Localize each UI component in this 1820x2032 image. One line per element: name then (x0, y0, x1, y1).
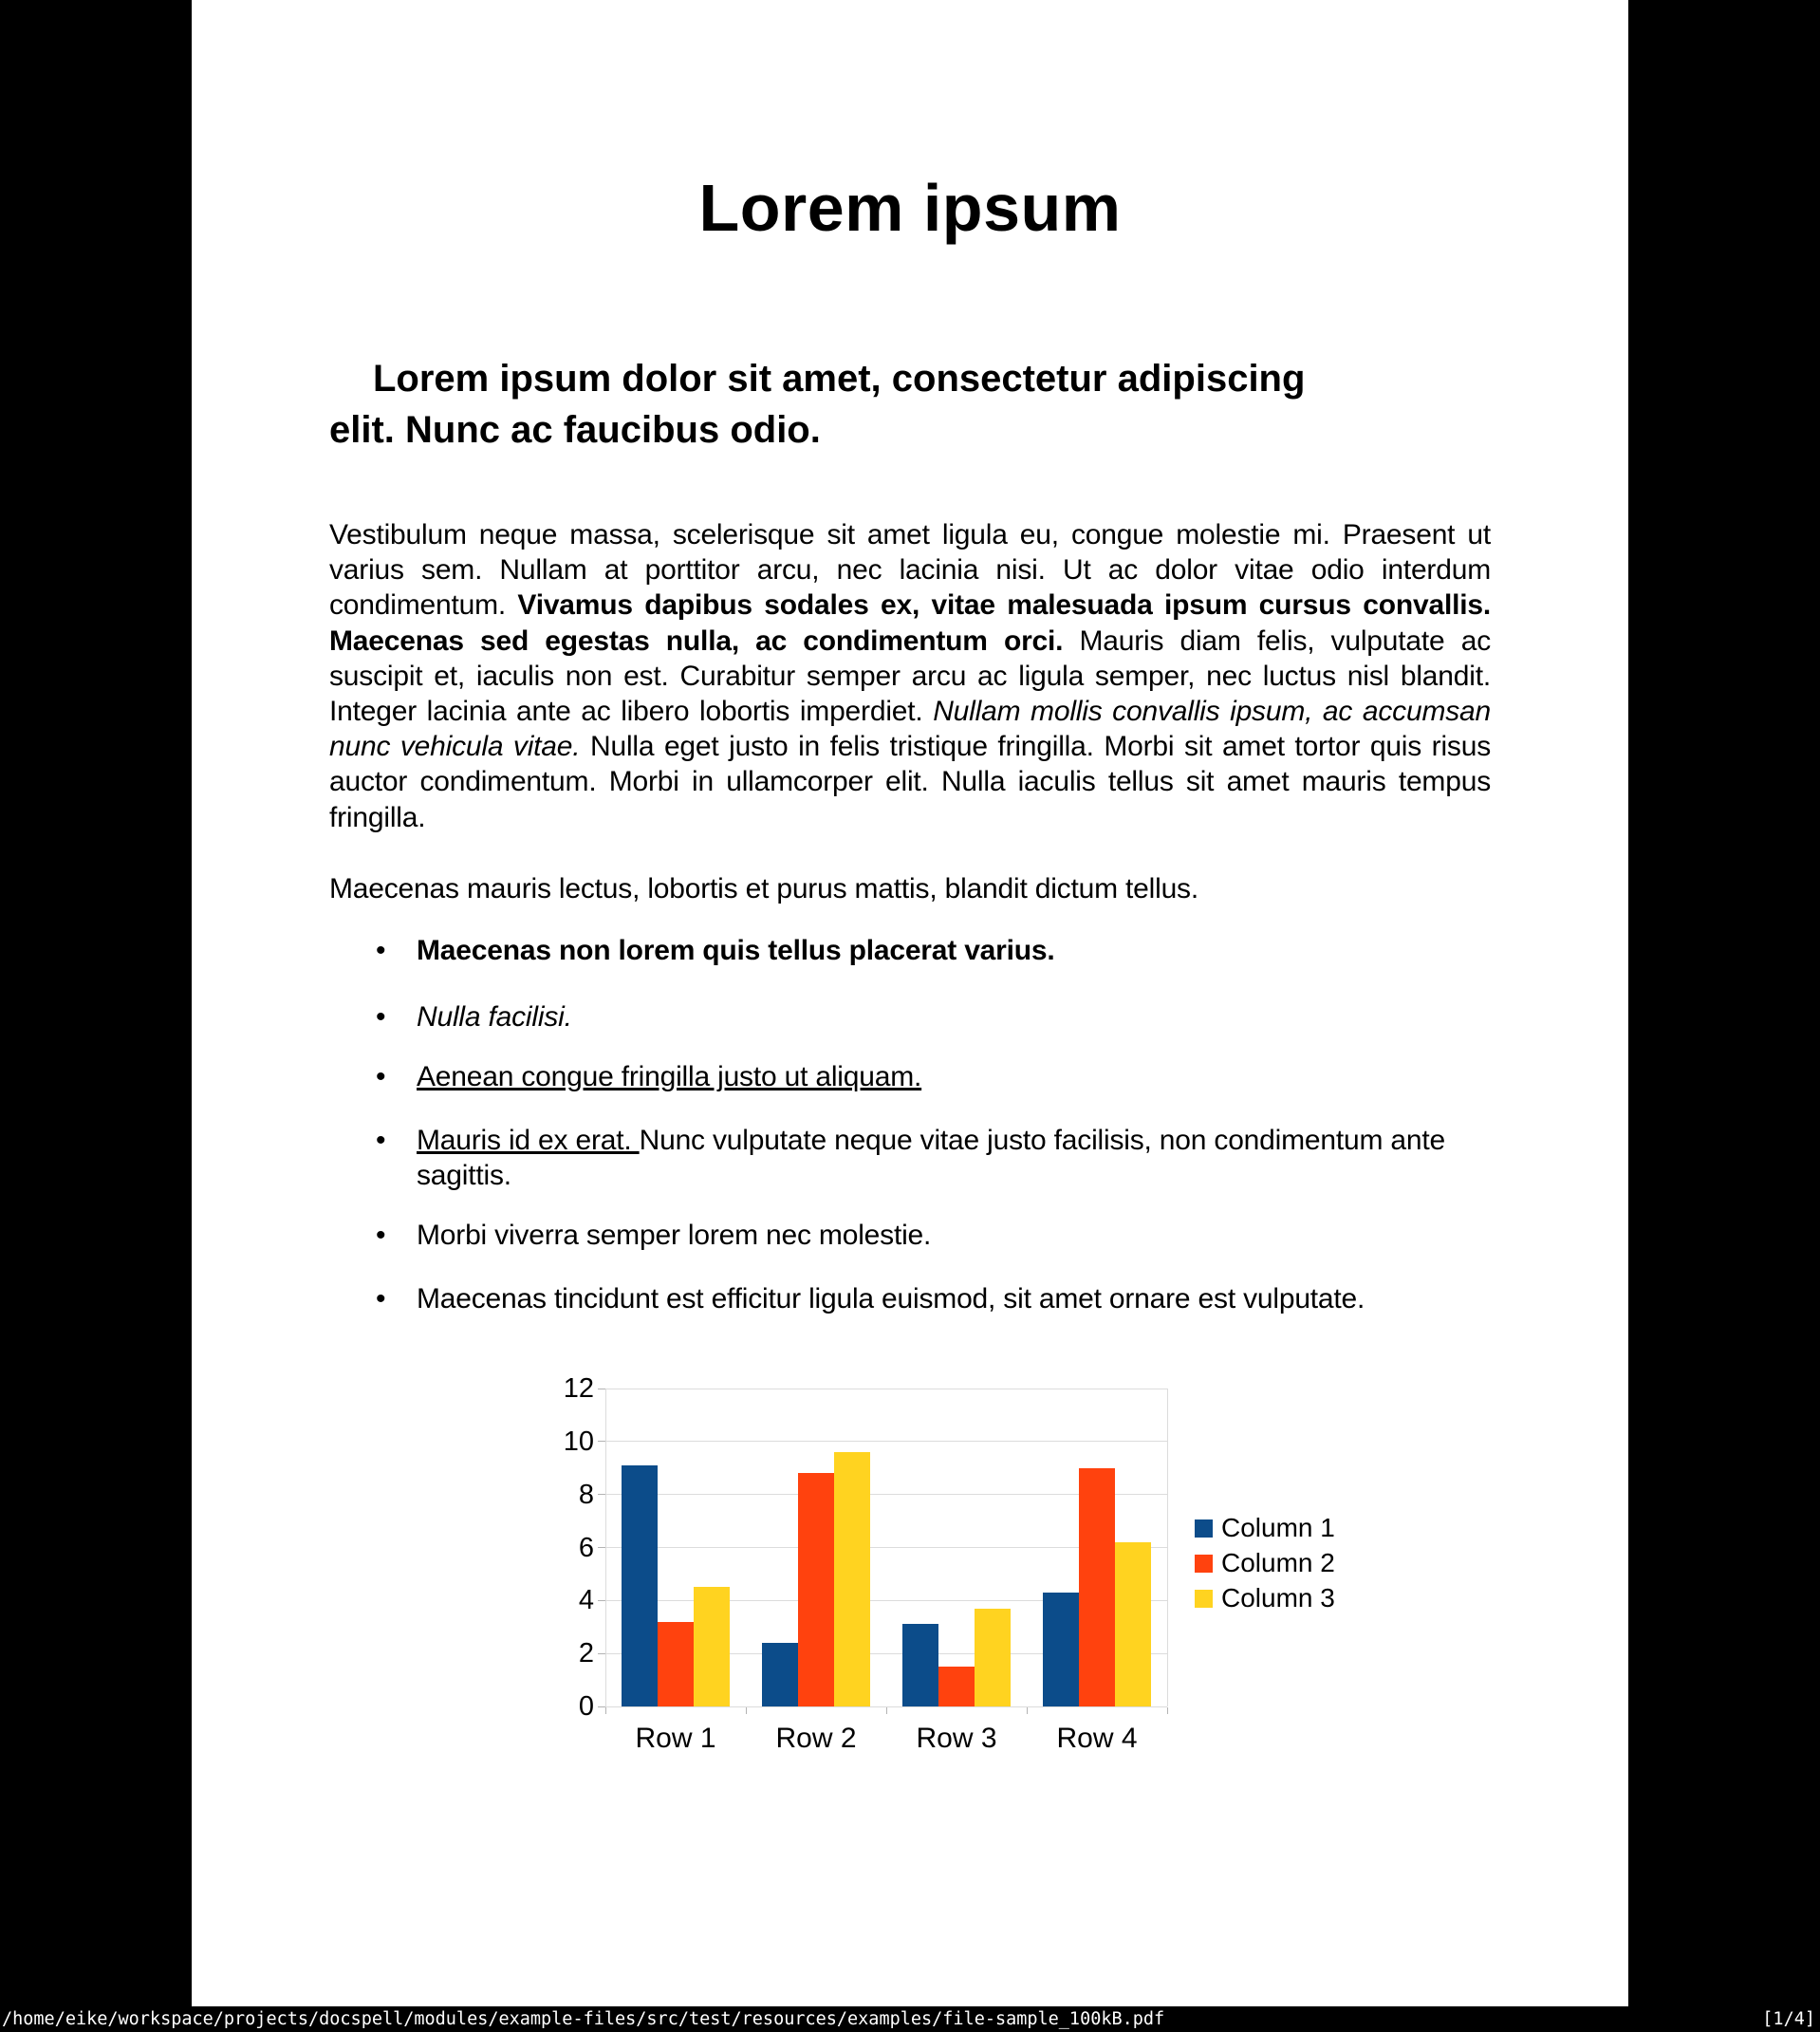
bullet-icon: • (376, 935, 386, 966)
list-item-text (417, 1059, 1491, 1094)
bar (834, 1452, 870, 1706)
list-item-text (417, 999, 1491, 1035)
y-tick-label: 12 (563, 1373, 594, 1404)
text-run: Nulla eget justo in felis tristique fringilla. Morbi sit amet tortor quis risus auctor condimentum. Morbi in ullamcorper elit. Nulla iaculis tellus sit amet mauris tempus fringilla. (329, 731, 1491, 833)
text-run: Maecenas tincidunt est efficitur ligula euismod, sit amet ornare est vulputate. (417, 1283, 1365, 1314)
body-paragraph-1 (329, 517, 1491, 835)
list-item (376, 933, 1491, 968)
y-tick-label: 4 (578, 1585, 594, 1616)
bar-chart (563, 1373, 1335, 1754)
bar (798, 1473, 834, 1706)
legend-swatch (1195, 1590, 1213, 1608)
bullet-icon: • (376, 1061, 386, 1092)
x-category-label: Row 2 (775, 1723, 857, 1754)
y-tick-label: 0 (578, 1691, 594, 1722)
x-axis-tick (1027, 1707, 1028, 1714)
bullet-icon: • (376, 1125, 386, 1156)
text-run: Mauris diam felis, vulputate ac suscipit et, iaculis non est. Curabitur semper arcu ac ligula semper, nec luctus nisl blandit. Integer lacinia ante ac libero lobortis imperdiet. (329, 625, 1491, 728)
status-bar (0, 2006, 1820, 2032)
x-axis-tick (1167, 1707, 1168, 1714)
legend-swatch (1195, 1519, 1213, 1538)
y-tick-label: 10 (563, 1426, 594, 1457)
list-item-text (417, 1281, 1491, 1316)
text-run: Nulla facilisi. (417, 1001, 572, 1033)
legend-item (1195, 1513, 1335, 1542)
bar (938, 1667, 975, 1706)
x-axis-tick (605, 1707, 606, 1714)
x-axis-tick (886, 1707, 887, 1714)
text-run: Nullam mollis convallis ipsum, ac accumsan nunc vehicula vitae. (329, 696, 1492, 763)
heading-line: Lorem ipsum dolor sit amet, consectetur adipiscing (373, 358, 1306, 400)
x-category-label: Row 3 (916, 1723, 997, 1754)
text-run: Nunc vulputate neque vitae justo facilisis, non condimentum ante sagittis. (417, 1125, 1446, 1191)
chart-gridline (605, 1441, 1167, 1442)
bar (762, 1643, 798, 1706)
legend-label: Column 1 (1221, 1513, 1335, 1542)
bar (902, 1624, 938, 1706)
legend-item (1195, 1548, 1335, 1577)
list-item (376, 1123, 1491, 1193)
bar (694, 1587, 730, 1706)
document-page[interactable] (192, 0, 1628, 2006)
legend-label: Column 3 (1221, 1583, 1335, 1613)
document-title: Lorem ipsum (698, 171, 1122, 245)
text-run: Vestibulum neque massa, scelerisque sit amet ligula eu, congue molestie mi. Praesent ut varius sem. Nullam at porttitor arcu, nec lacinia nisi. Ut ac dolor vitae odio interdum condimentum. (329, 519, 1491, 622)
text-run: Mauris id ex erat. (417, 1125, 640, 1156)
bullet-icon: • (376, 1283, 386, 1314)
plot-border (605, 1389, 606, 1706)
x-category-label: Row 1 (635, 1723, 716, 1754)
text-run: Maecenas non lorem quis tellus placerat varius. (417, 935, 1055, 966)
list-item (376, 1218, 1491, 1253)
y-tick-label: 6 (578, 1532, 594, 1563)
bar (658, 1622, 694, 1706)
document-heading (329, 353, 1491, 456)
legend-swatch (1195, 1555, 1213, 1573)
bar (1115, 1542, 1151, 1706)
legend-item (1195, 1583, 1335, 1613)
list-item (376, 1059, 1491, 1094)
bar (975, 1609, 1011, 1706)
bar (622, 1465, 658, 1706)
text-run: Vivamus dapibus sodales ex, vitae malesuada ipsum cursus convallis. Maecenas sed egestas nulla, ac condimentum orci. (329, 589, 1491, 657)
x-axis-tick (746, 1707, 747, 1714)
list-item (376, 1281, 1491, 1316)
page-indicator: [1/4] (1762, 2009, 1815, 2029)
heading-line: elit. Nunc ac faucibus odio. (329, 409, 821, 451)
body-paragraph-2: Maecenas mauris lectus, lobortis et purus mattis, blandit dictum tellus. (329, 873, 1198, 904)
list-item (376, 999, 1491, 1035)
bullet-icon: • (376, 1220, 386, 1251)
list-item-text (417, 1123, 1491, 1193)
y-tick-label: 2 (578, 1638, 594, 1669)
text-run: Aenean congue fringilla justo ut aliquam. (417, 1061, 922, 1092)
x-category-label: Row 4 (1056, 1723, 1138, 1754)
list-item-text (417, 1218, 1491, 1253)
y-tick-label: 8 (578, 1479, 594, 1510)
text-run: Morbi viverra semper lorem nec molestie. (417, 1220, 932, 1251)
legend-label: Column 2 (1221, 1548, 1335, 1577)
plot-border (1167, 1389, 1168, 1706)
file-path: /home/eike/workspace/projects/docspell/modules/example-files/src/test/resources/examples/file-sample_100kB.pdf (2, 2009, 1165, 2029)
bullet-icon: • (376, 1001, 386, 1033)
bar (1043, 1593, 1079, 1706)
bar (1079, 1468, 1115, 1706)
list-item-text (417, 933, 1491, 968)
